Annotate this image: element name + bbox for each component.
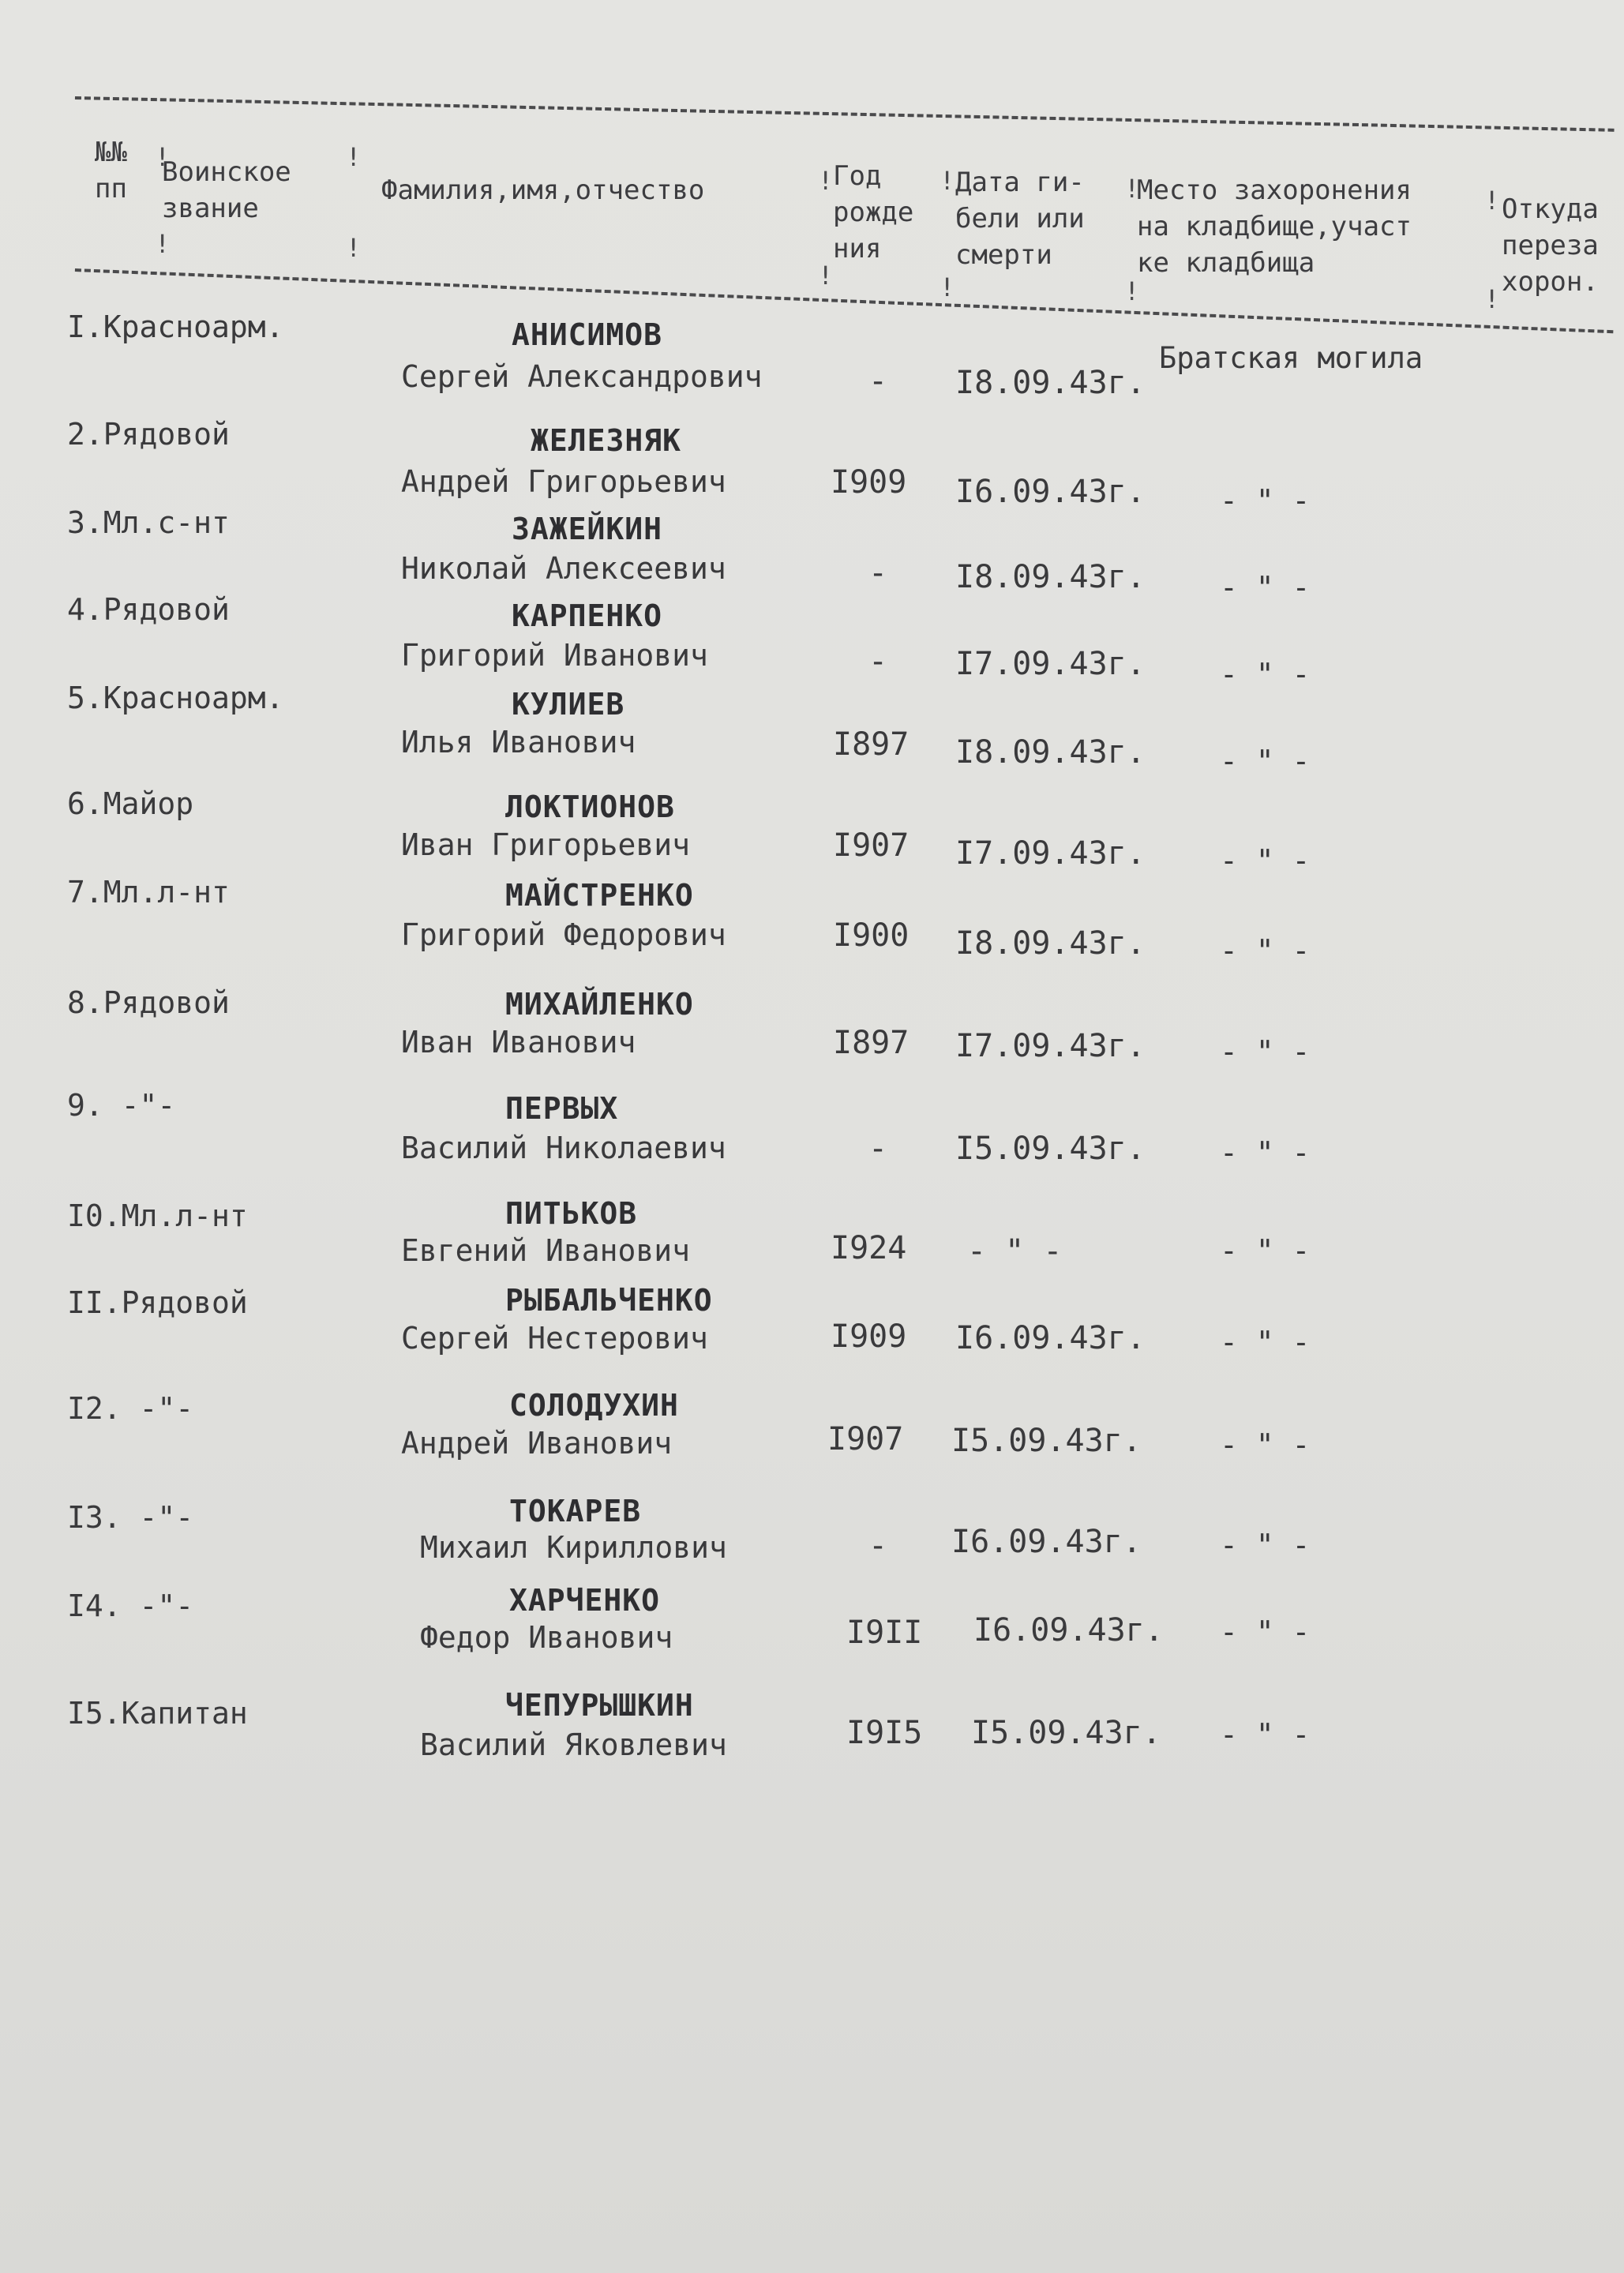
column-separator: ! [346,142,362,172]
row-rank: I0.Мл.л-нт [67,1198,248,1233]
row-burial-place: - " - [1220,1528,1311,1562]
row-burial-place: - " - [1220,1427,1311,1462]
row-given-name: Андрей Иванович [401,1426,673,1461]
row-birth-year: I900 [833,917,910,954]
row-surname: РЫБАЛЬЧЕНКО [505,1283,713,1318]
row-death-date: I5.09.43г. [955,1131,1146,1167]
row-surname: СОЛОДУХИН [509,1388,679,1423]
row-given-name: Сергей Александрович [401,359,763,394]
row-rank: 5.Красноарм. [67,681,284,715]
row-surname: АНИСИМОВ [512,317,663,352]
row-birth-year: I9II [846,1615,923,1651]
row-burial-place: - " - [1220,657,1311,692]
column-separator: ! [818,166,834,196]
header-reburied-from: Откуда переза хорон. [1502,193,1599,298]
row-rank: 4.Рядовой [67,592,230,627]
row-birth-year: - [868,555,888,591]
row-birth-year: I907 [833,827,910,864]
header-rank: Воинское звание [162,156,291,224]
row-surname: МАЙСТРЕНКО [505,878,694,913]
row-birth-year: I897 [833,1025,910,1061]
row-surname: ТОКАРЕВ [509,1494,642,1528]
row-burial-place: - " - [1220,570,1311,605]
row-death-date: I8.09.43г. [955,365,1146,401]
row-surname: ХАРЧЕНКО [509,1583,661,1618]
row-birth-year: I909 [831,1318,907,1355]
row-rank: I3. -"- [67,1500,194,1535]
row-death-date: I7.09.43г. [955,646,1146,682]
header-top-rule [75,96,1615,132]
row-birth-year: - [868,1528,888,1564]
row-burial-place: - " - [1220,483,1311,518]
header-full-name: Фамилия,имя,отчество [381,174,705,206]
row-birth-year: I897 [833,726,910,763]
row-surname: ПЕРВЫХ [505,1091,619,1126]
column-separator: ! [1484,284,1500,314]
row-given-name: Григорий Иванович [401,638,708,673]
row-given-name: Василий Яковлевич [420,1727,727,1762]
row-death-date: I8.09.43г. [955,559,1146,595]
row-surname: КУЛИЕВ [512,687,625,722]
row-rank: 2.Рядовой [67,417,230,452]
header-burial-place: Место захоронения на кладбище,участ ке кладбища [1137,174,1412,279]
row-burial-place: - " - [1220,1615,1311,1649]
row-given-name: Евгений Иванович [401,1233,691,1268]
row-death-date: I5.09.43г. [951,1423,1142,1459]
column-separator: ! [155,229,171,259]
row-given-name: Иван Григорьевич [401,827,691,862]
row-given-name: Федор Иванович [420,1620,673,1655]
row-death-date: I5.09.43г. [971,1715,1161,1751]
row-rank: 6.Майор [67,786,194,821]
row-surname: ЧЕПУРЫШКИН [505,1688,694,1723]
row-burial-place: - " - [1220,1034,1311,1069]
row-rank: I.Красноарм. [67,309,284,344]
row-death-date: I8.09.43г. [955,734,1146,771]
row-burial-place: - " - [1220,1135,1311,1170]
row-death-date: I6.09.43г. [955,474,1146,510]
column-separator: ! [1124,174,1140,204]
row-rank: 7.Мл.л-нт [67,875,230,910]
row-death-date: I6.09.43г. [973,1612,1164,1648]
row-death-date: - " - [967,1233,1063,1270]
row-birth-year: - [868,363,888,399]
row-burial-place: - " - [1220,1233,1311,1268]
row-rank: I4. -"- [67,1588,194,1623]
column-separator: ! [155,142,171,172]
row-given-name: Андрей Григорьевич [401,464,726,499]
column-separator: ! [818,261,834,291]
row-rank: II.Рядовой [67,1285,248,1320]
row-death-date: I7.09.43г. [955,835,1146,872]
row-given-name: Иван Иванович [401,1025,636,1060]
row-birth-year: I924 [831,1230,907,1266]
row-burial-place: - " - [1220,843,1311,878]
row-rank: 3.Мл.с-нт [67,505,230,540]
row-surname: ПИТЬКОВ [505,1196,638,1231]
row-death-date: I6.09.43г. [951,1524,1142,1560]
row-surname: МИХАЙЛЕНКО [505,987,694,1022]
column-separator: ! [346,233,362,263]
header-number: №№ пп [95,137,127,204]
row-given-name: Илья Иванович [401,725,636,760]
row-surname: КАРПЕНКО [512,598,663,633]
header-death-date: Дата ги- бели или смерти [955,167,1085,271]
row-death-date: I8.09.43г. [955,925,1146,962]
row-given-name: Григорий Федорович [401,917,726,952]
row-given-name: Михаил Кириллович [420,1530,727,1565]
row-rank: 8.Рядовой [67,985,230,1020]
row-burial-place: - " - [1220,933,1311,968]
row-burial-place: - " - [1220,1325,1311,1360]
row-rank: 9. -"- [67,1088,176,1123]
row-birth-year: I907 [827,1421,904,1457]
row-surname: ЗАЖЕЙКИН [512,512,663,546]
row-birth-year: - [868,1131,888,1167]
row-death-date: I7.09.43г. [955,1028,1146,1064]
row-rank: I5.Капитан [67,1696,248,1731]
row-birth-year: - [868,643,888,680]
header-birth-year: Год рожде ния [833,160,914,264]
row-given-name: Сергей Нестерович [401,1321,708,1356]
row-birth-year: I9I5 [846,1715,923,1751]
row-birth-year: I909 [831,464,907,501]
row-burial-place: - " - [1220,744,1311,778]
column-separator: ! [1124,276,1140,306]
column-separator: ! [940,272,955,302]
burial-place-mass-grave: Братская могила [1159,341,1423,375]
row-burial-place: - " - [1220,1717,1311,1752]
column-separator: ! [940,166,955,196]
row-given-name: Василий Николаевич [401,1131,726,1165]
row-surname: ЖЕЛЕЗНЯК [531,423,682,458]
row-death-date: I6.09.43г. [955,1320,1146,1356]
row-rank: I2. -"- [67,1391,194,1426]
row-surname: ЛОКТИОНОВ [505,790,675,824]
column-separator: ! [1484,186,1500,216]
row-given-name: Николай Алексеевич [401,551,726,586]
